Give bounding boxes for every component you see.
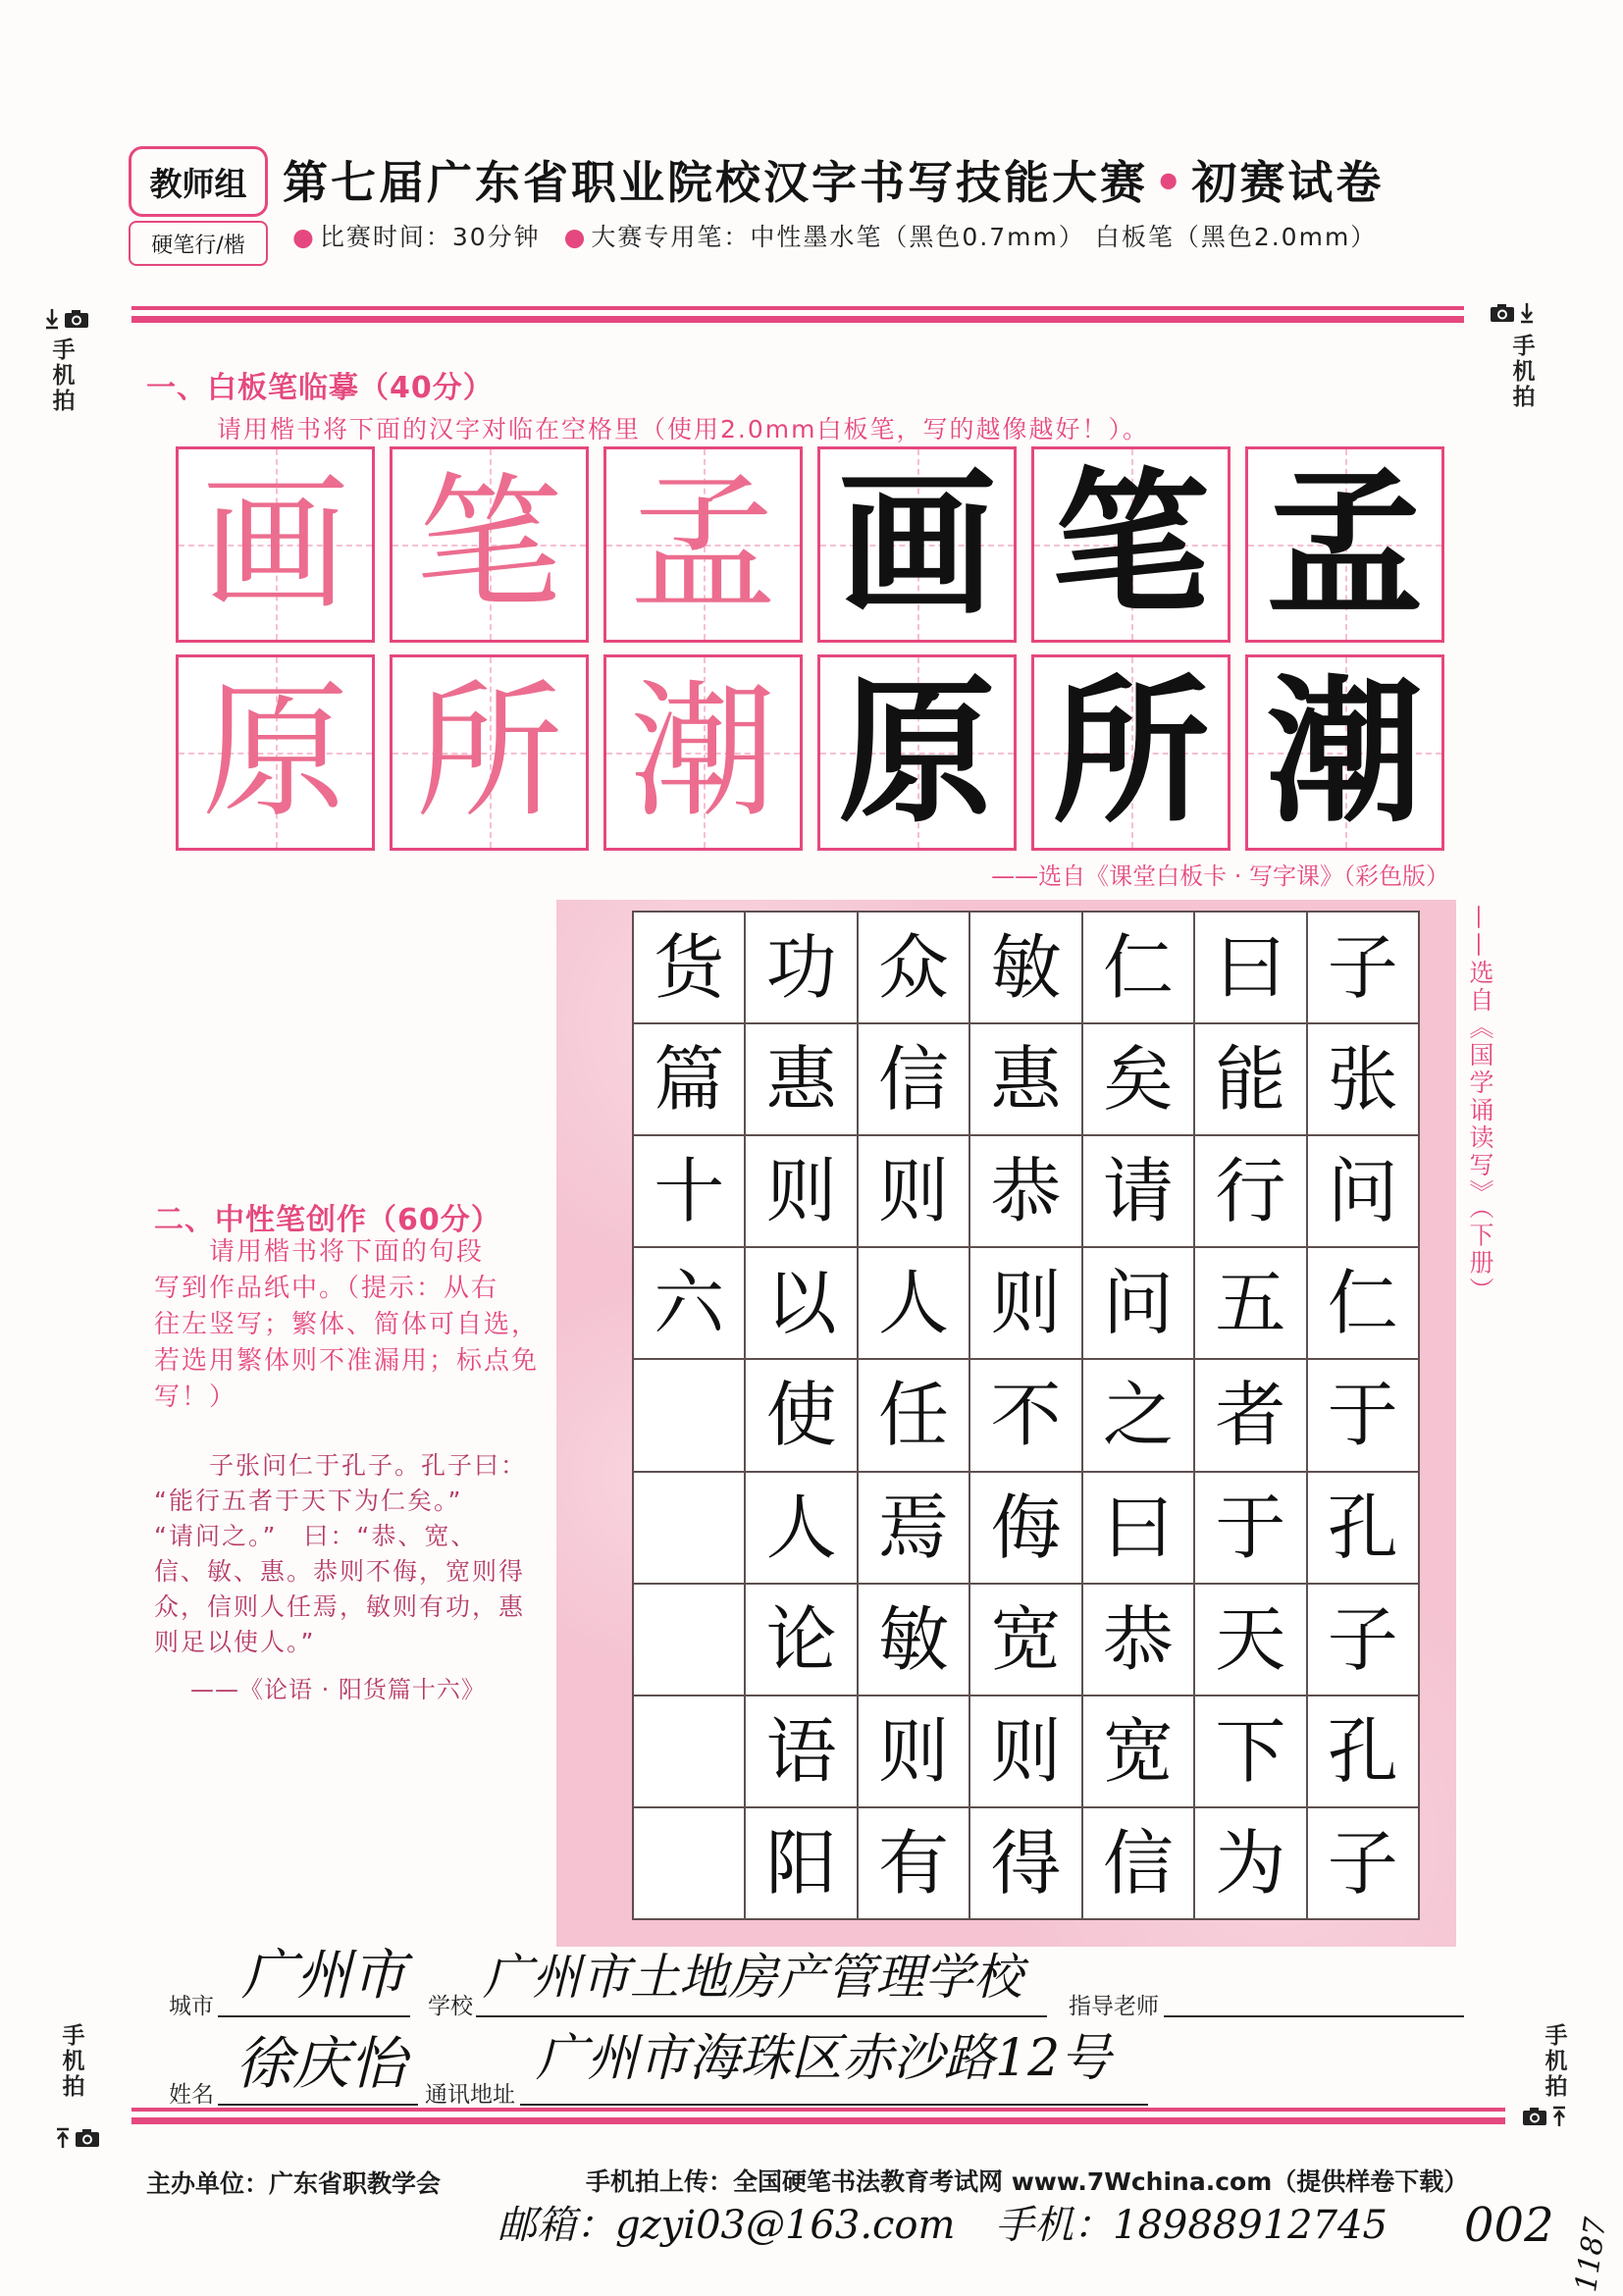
grid-cell: 论 bbox=[746, 1585, 856, 1695]
copy-practice-cell bbox=[817, 654, 1017, 851]
group-badge bbox=[129, 146, 268, 266]
marker-icons-top-left bbox=[44, 308, 89, 334]
teacher-label: 指导老师 bbox=[1069, 1994, 1159, 2019]
grid-cell: 则 bbox=[970, 1696, 1080, 1806]
city-underline bbox=[218, 2015, 410, 2017]
marker-icons-bottom-right bbox=[1522, 2106, 1567, 2131]
camera-icon bbox=[75, 2128, 100, 2152]
handwritten-char: 原 bbox=[838, 660, 996, 844]
grid-cell: 篇 bbox=[634, 1024, 744, 1134]
upload-arrow-icon bbox=[55, 2127, 71, 2153]
grid-cell: 焉 bbox=[859, 1473, 969, 1583]
city-label: 城市 bbox=[169, 1994, 214, 2019]
model-char: 画 bbox=[201, 459, 349, 630]
grid-cell: 子 bbox=[1308, 1808, 1418, 1918]
grid-cell: 天 bbox=[1195, 1585, 1305, 1695]
camera-icon bbox=[64, 309, 89, 333]
grid-cell: 货 bbox=[634, 913, 744, 1022]
model-cell bbox=[176, 446, 375, 643]
camera-icon bbox=[1522, 2107, 1547, 2130]
download-arrow-icon bbox=[1519, 302, 1535, 328]
camera-icon bbox=[1490, 303, 1515, 327]
address-underline bbox=[520, 2104, 1148, 2106]
school-label: 学校 bbox=[428, 1994, 473, 2019]
marker-char: 手 bbox=[1512, 334, 1536, 359]
info-pens: 大赛专用笔：中性墨水笔（黑色0.7mm） 白板笔（黑色2.0mm） bbox=[591, 223, 1378, 251]
model-char: 所 bbox=[415, 667, 563, 838]
handwritten-email: 邮箱：gzyi03@163.com bbox=[497, 2203, 956, 2248]
marker-char: 手 bbox=[1544, 2023, 1568, 2049]
handwritten-code: 002 bbox=[1464, 2198, 1554, 2253]
grid-cell: 则 bbox=[859, 1136, 969, 1246]
quote-line: 子张问仁于孔子。孔子曰： bbox=[209, 1451, 528, 1480]
model-char: 笔 bbox=[415, 459, 563, 630]
grid-cell: 人 bbox=[859, 1248, 969, 1358]
grid-cell: 为 bbox=[1195, 1808, 1305, 1918]
top-divider bbox=[131, 306, 1464, 323]
grid-cell: 子 bbox=[1308, 1585, 1418, 1695]
instruction-line: 请用楷书将下面的句段 bbox=[209, 1237, 485, 1267]
grid-cell: 五 bbox=[1195, 1248, 1305, 1358]
model-char: 孟 bbox=[629, 459, 777, 630]
grid-cell: 之 bbox=[1083, 1360, 1193, 1470]
model-cell bbox=[603, 654, 803, 851]
handwritten-char: 所 bbox=[1052, 660, 1210, 844]
grid-cell: 语 bbox=[746, 1696, 856, 1806]
info-time: 比赛时间：30分钟 bbox=[319, 223, 541, 251]
grid-cell: 请 bbox=[1083, 1136, 1193, 1246]
quote-line: 众，信则人任焉，敏则有功，惠 bbox=[154, 1592, 526, 1621]
upload-arrow-icon bbox=[1551, 2106, 1567, 2131]
marker-label-top-right bbox=[1511, 334, 1537, 410]
grid-cell bbox=[634, 1360, 744, 1470]
grid-cell: 则 bbox=[970, 1248, 1080, 1358]
download-arrow-icon bbox=[44, 308, 60, 334]
grid-cell: 曰 bbox=[1195, 913, 1305, 1022]
copy-practice-cell bbox=[1245, 446, 1444, 643]
handwritten-char: 画 bbox=[838, 452, 996, 636]
copy-practice-cell bbox=[1031, 446, 1230, 643]
upload-note: 手机拍上传：全国硬笔书法教育考试网 www.7Wchina.com（提供样卷下载） bbox=[586, 2167, 1469, 2196]
model-cell bbox=[390, 446, 589, 643]
grid-cell: 有 bbox=[859, 1808, 969, 1918]
grid-cell: 于 bbox=[1195, 1473, 1305, 1583]
grid-cell: 曰 bbox=[1083, 1473, 1193, 1583]
name-label: 姓名 bbox=[169, 2082, 214, 2108]
city-value: 广州市 bbox=[241, 1944, 406, 2008]
handwritten-char: 潮 bbox=[1266, 660, 1424, 844]
school-underline bbox=[476, 2015, 1047, 2017]
exam-info bbox=[292, 218, 1390, 253]
grid-cell: 者 bbox=[1195, 1360, 1305, 1470]
model-cell bbox=[390, 654, 589, 851]
marker-label-top-left bbox=[51, 338, 77, 414]
school-value: 广州市土地房产管理学校 bbox=[483, 1949, 1022, 2006]
grid-cell: 宽 bbox=[970, 1585, 1080, 1695]
quote-line: “能行五者于天下为仁矣。” bbox=[154, 1487, 463, 1515]
section2-heading: 二、中性笔创作（60分） bbox=[154, 1203, 501, 1237]
marker-char: 拍 bbox=[1544, 2074, 1568, 2100]
grid-cell: 于 bbox=[1308, 1360, 1418, 1470]
marker-char: 手 bbox=[62, 2023, 85, 2049]
grid-cell: 问 bbox=[1083, 1248, 1193, 1358]
grid-cell: 孔 bbox=[1308, 1696, 1418, 1806]
grid-cell: 仁 bbox=[1308, 1248, 1418, 1358]
instruction-line: 若选用繁体则不准漏用；标点免 bbox=[154, 1346, 540, 1376]
quote-line: 则足以使人。” bbox=[154, 1628, 316, 1656]
grid-cell: 任 bbox=[859, 1360, 969, 1470]
grid-cell: 则 bbox=[746, 1136, 856, 1246]
model-char: 原 bbox=[201, 667, 349, 838]
grid-cell: 孔 bbox=[1308, 1473, 1418, 1583]
marker-char: 手 bbox=[52, 338, 76, 363]
marker-icons-bottom-left bbox=[55, 2127, 100, 2153]
quote-passage bbox=[154, 1448, 527, 1660]
grid-cell: 仁 bbox=[1083, 913, 1193, 1022]
grid-cell: 人 bbox=[746, 1473, 856, 1583]
quote-source: ——《论语 · 阳货篇十六》 bbox=[190, 1676, 486, 1703]
grid-cell: 信 bbox=[1083, 1808, 1193, 1918]
marker-icons-top-right bbox=[1490, 302, 1535, 328]
composition-grid bbox=[632, 911, 1420, 1920]
grid-cell: 得 bbox=[970, 1808, 1080, 1918]
grid-cell: 使 bbox=[746, 1360, 856, 1470]
grid-cell: 六 bbox=[634, 1248, 744, 1358]
grid-cell: 十 bbox=[634, 1136, 744, 1246]
handwritten-char: 笔 bbox=[1052, 452, 1210, 636]
teacher-underline bbox=[1164, 2015, 1464, 2017]
name-value: 徐庆怡 bbox=[236, 2030, 407, 2097]
marker-char: 机 bbox=[52, 363, 76, 389]
copy-practice-cell bbox=[1031, 654, 1230, 851]
grid-cell: 以 bbox=[746, 1248, 856, 1358]
grid-cell: 敏 bbox=[859, 1585, 969, 1695]
section1-heading: 一、白板笔临摹（40分） bbox=[146, 371, 494, 405]
grid-cell: 则 bbox=[859, 1696, 969, 1806]
marker-char: 机 bbox=[62, 2049, 85, 2074]
group-label: 教师组 bbox=[129, 146, 268, 217]
grid-cell: 矣 bbox=[1083, 1024, 1193, 1134]
composition-paper-source: ——选自《国学诵读写》（下册） bbox=[1466, 905, 1494, 1305]
section2-instruction bbox=[154, 1234, 539, 1416]
grid-cell: 惠 bbox=[746, 1024, 856, 1134]
grid-cell: 下 bbox=[1195, 1696, 1305, 1806]
quote-line: “请问之。” 曰：“恭、宽、 bbox=[154, 1522, 478, 1550]
title-separator: • bbox=[1154, 156, 1186, 209]
grid-cell bbox=[634, 1585, 744, 1695]
instruction-line: 写到作品纸中。（提示：从右 bbox=[154, 1274, 499, 1303]
grid-cell: 子 bbox=[1308, 913, 1418, 1022]
name-underline bbox=[218, 2104, 418, 2106]
marker-char: 拍 bbox=[62, 2074, 85, 2100]
grid-cell: 惠 bbox=[970, 1024, 1080, 1134]
grid-cell: 阳 bbox=[746, 1808, 856, 1918]
instruction-line: 往左竖写；繁体、简体可自选， bbox=[154, 1310, 540, 1339]
grid-cell: 能 bbox=[1195, 1024, 1305, 1134]
marker-char: 拍 bbox=[52, 389, 76, 414]
grid-cell: 侮 bbox=[970, 1473, 1080, 1583]
info-bullet: ● bbox=[563, 223, 588, 251]
grid-cell: 恭 bbox=[970, 1136, 1080, 1246]
address-label: 通讯地址 bbox=[425, 2082, 515, 2108]
grid-cell: 不 bbox=[970, 1360, 1080, 1470]
handwritten-phone: 手机：18988912745 bbox=[995, 2203, 1387, 2248]
grid-cell: 敏 bbox=[970, 913, 1080, 1022]
grid-cell: 问 bbox=[1308, 1136, 1418, 1246]
grid-cell bbox=[634, 1808, 744, 1918]
page-title bbox=[283, 147, 1384, 212]
grid-cell bbox=[634, 1696, 744, 1806]
category-label: 硬笔行/楷 bbox=[129, 221, 268, 266]
grid-cell: 行 bbox=[1195, 1136, 1305, 1246]
quote-line: 信、敏、惠。恭则不侮，宽则得 bbox=[154, 1557, 526, 1586]
marker-label-bottom-right bbox=[1544, 2023, 1569, 2100]
grid-cell: 宽 bbox=[1083, 1696, 1193, 1806]
title-suffix: 初赛试卷 bbox=[1191, 156, 1385, 209]
grid-cell: 功 bbox=[746, 913, 856, 1022]
grid-cell: 信 bbox=[859, 1024, 969, 1134]
grid-cell bbox=[634, 1473, 744, 1583]
grid-cell: 恭 bbox=[1083, 1585, 1193, 1695]
instruction-line: 写！） bbox=[154, 1383, 237, 1412]
title-main: 第七届广东省职业院校汉字书写技能大赛 bbox=[283, 156, 1148, 209]
marker-char: 机 bbox=[1512, 359, 1536, 385]
copy-practice-cell bbox=[817, 446, 1017, 643]
model-char: 潮 bbox=[629, 667, 777, 838]
section1-source: ——选自《课堂白板卡 · 写字课》（彩色版） bbox=[991, 862, 1449, 890]
address-value: 广州市海珠区赤沙路12号 bbox=[536, 2029, 1112, 2088]
bottom-divider bbox=[131, 2108, 1505, 2124]
marker-char: 机 bbox=[1544, 2049, 1568, 2074]
handwritten-char: 孟 bbox=[1266, 452, 1424, 636]
marker-char: 拍 bbox=[1512, 385, 1536, 410]
grid-cell: 众 bbox=[859, 913, 969, 1022]
section1-instruction: 请用楷书将下面的汉字对临在空格里（使用2.0mm白板笔，写的越像越好！）。 bbox=[217, 415, 1149, 444]
organizer: 主办单位：广东省职教学会 bbox=[146, 2169, 442, 2198]
handwritten-number: 1187 bbox=[1569, 2215, 1614, 2295]
marker-label-bottom-left bbox=[61, 2023, 86, 2100]
model-cell bbox=[176, 654, 375, 851]
copy-practice-cell bbox=[1245, 654, 1444, 851]
model-cell bbox=[603, 446, 803, 643]
info-bullet: ● bbox=[292, 223, 316, 251]
grid-cell: 张 bbox=[1308, 1024, 1418, 1134]
